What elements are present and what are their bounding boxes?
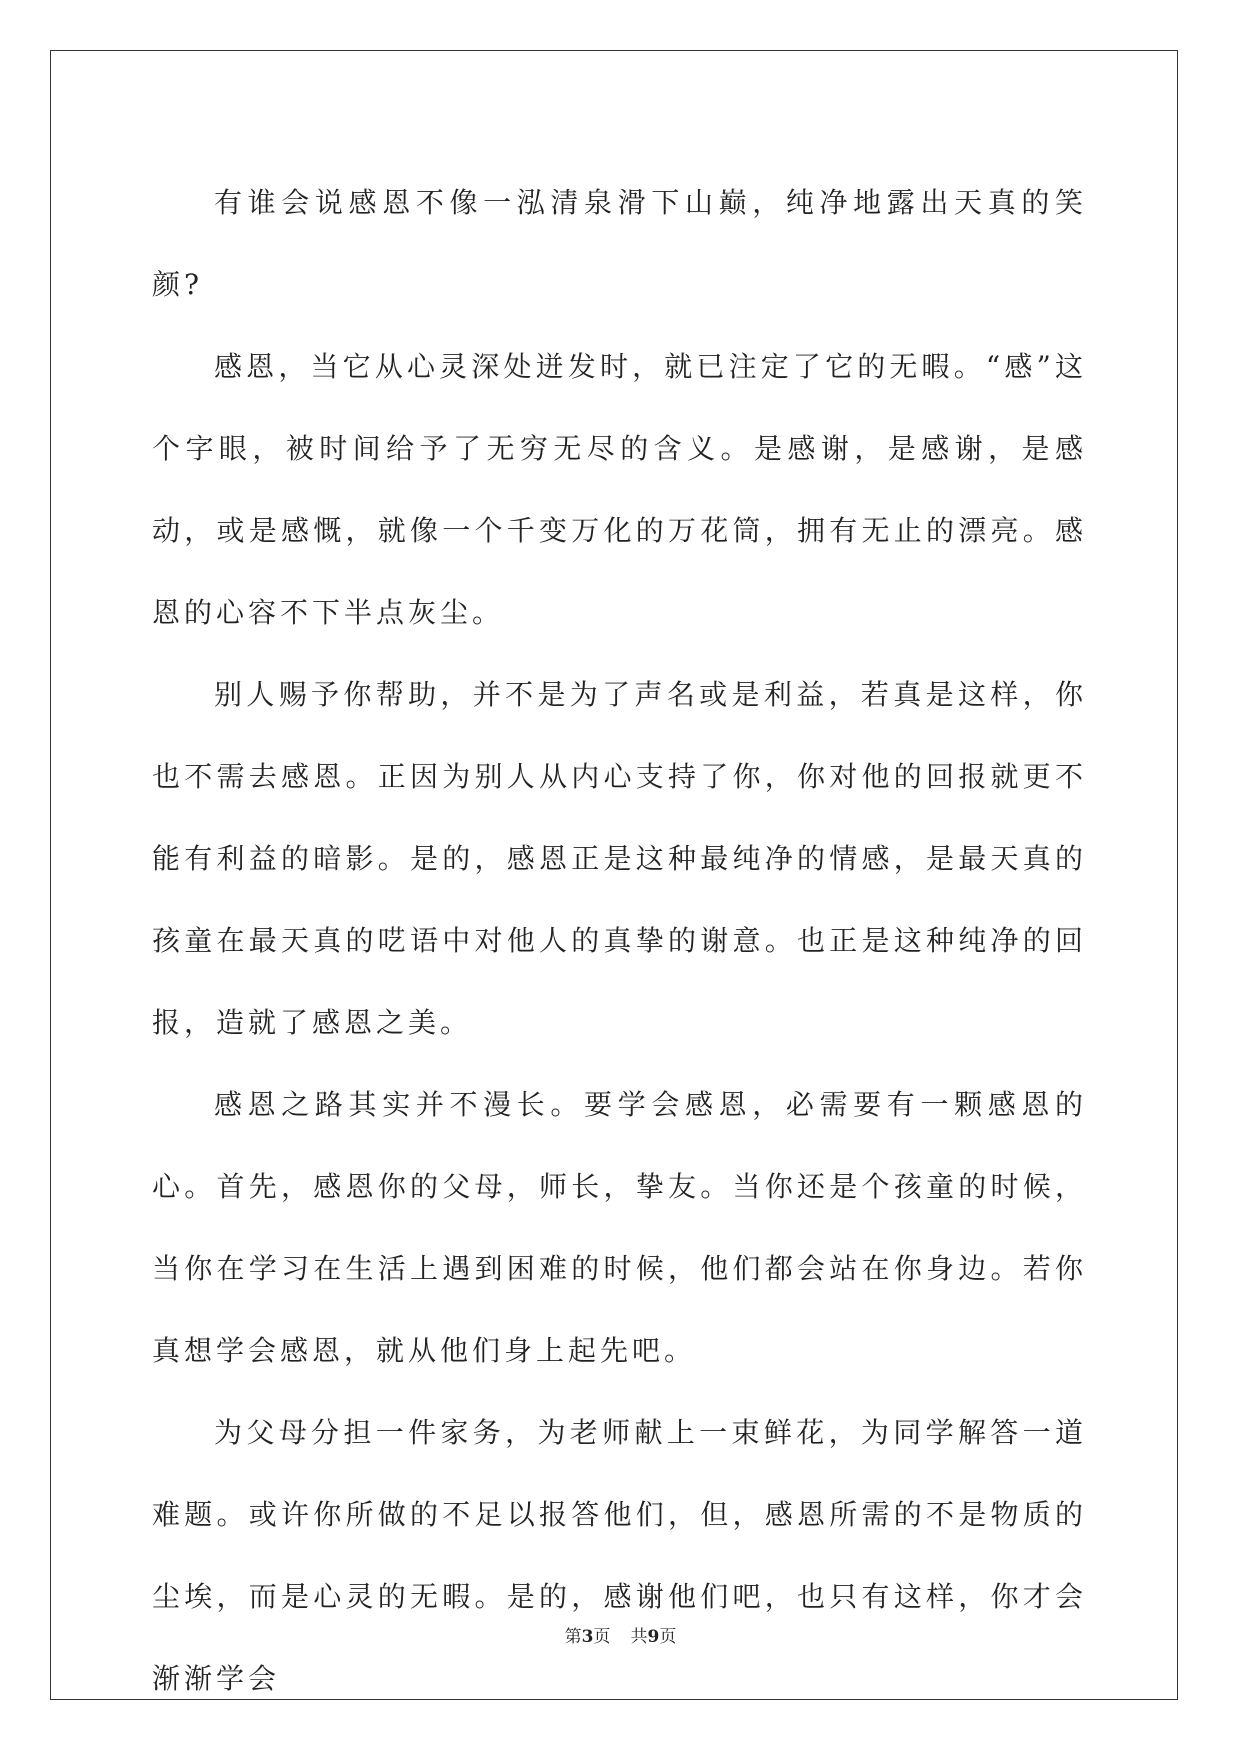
page-prefix: 第 [564, 1627, 582, 1647]
page-footer [0, 1622, 1241, 1647]
paragraph: 别人赐予你帮助，并不是为了声名或是利益，若真是这样，你也不需去感恩。正因为别人从内心支持了你，你对他的回报就更不能有利益的暗影。是的，感恩正是这种最纯净的情感，是最天真的孩童在最天真的呓语中对他人的真挚的谢意。也正是这种纯净的回报，造就了感恩之美。 [152, 678, 1087, 1039]
paragraph: 为父母分担一件家务，为老师献上一束鲜花，为同学解答一道难题。或许你所做的不足以报答他们，但，感恩所需的不是物质的尘埃，而是心灵的无暇。是的，感谢他们吧，也只有这样，你才会渐渐学会 [152, 1416, 1087, 1695]
paragraph: 感恩之路其实并不漫长。要学会感恩，必需要有一颗感恩的心。首先，感恩你的父母，师长，挚友。当你还是个孩童的时候，当你在学习在生活上遇到困难的时候，他们都会站在你身边。若你真想学会感恩，就从他们身上起先吧。 [152, 1088, 1087, 1367]
paragraph: 感恩，当它从心灵深处迸发时，就已注定了它的无暇。“感”这个字眼，被时间给予了无穷无尽的含义。是感谢，是感谢，是感动，或是感慨，就像一个千变万化的万花筒，拥有无止的漂亮。感恩的心容不下半点灰尘。 [152, 350, 1087, 629]
page-suffix: 页 [593, 1627, 611, 1647]
paragraph: 有谁会说感恩不像一泓清泉滑下山巅，纯净地露出天真的笑颜? [152, 186, 1087, 301]
total-pages-number: 9 [647, 1627, 660, 1647]
total-suffix: 页 [659, 1627, 677, 1647]
document-body [152, 162, 1087, 1720]
total-prefix: 共 [630, 1627, 648, 1647]
current-page-number: 3 [581, 1627, 594, 1647]
